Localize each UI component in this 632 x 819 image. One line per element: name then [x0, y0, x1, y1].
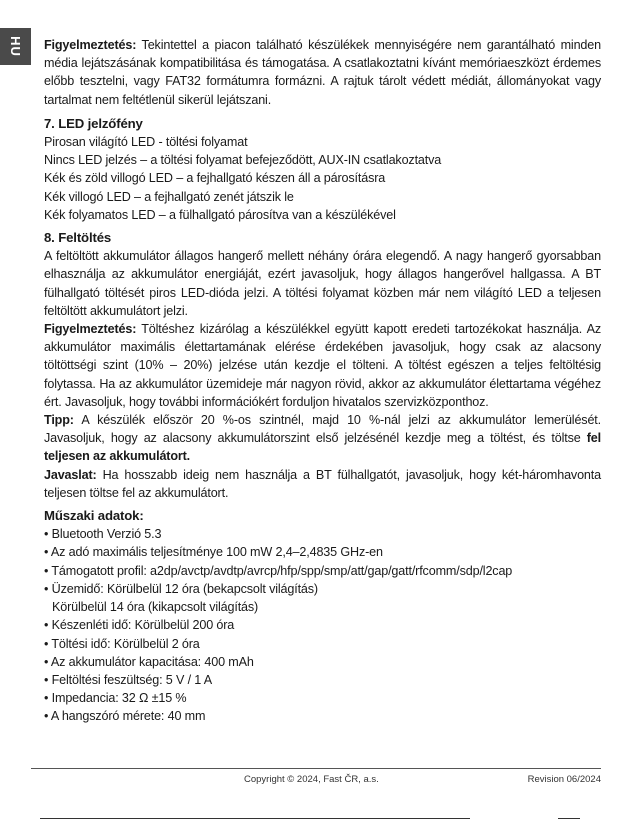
charging-warning-label: Figyelmeztetés:	[44, 322, 137, 337]
charging-intro: A feltöltött akkumulátor állagos hangerő mellett néhány órára elegendő. A nagy hangerő gyorsabban elhasználja az akkumulátor energiáját, ezért javasoljuk, hogy állagos hangerővel hallgassa. A BT fülhallgató töltését piros LED-dióda jelzi. A töltési folyamat közben már nem világító LED a teljesen feltöltött akkumulátort jelzi.	[44, 249, 601, 318]
bullet: •	[44, 691, 49, 706]
language-code: HU	[8, 36, 23, 57]
spec-item	[44, 562, 601, 580]
advice-label: Javaslat:	[44, 467, 97, 482]
footer-revision: Revision 06/2024	[527, 774, 601, 785]
warning-text: Tekintettel a piacon található készülékek mennyiségére nem garantálható minden média lejátszásának kompatibilitása és támogatása. A csatlakoztatni kívánt memóriaeszközt érdemes előbb tesztelni, vagy FAT32 formátumra formázni. A rajtuk tárolt védett médiát, állományokat vagy tartalmat nem feltétlenül sikerül lejátszani.	[44, 38, 601, 107]
bullet: •	[44, 636, 49, 651]
warning-label: Figyelmeztetés:	[44, 38, 137, 52]
tip-text: A készülék először 20 %-os szintnél, majd 10 %-nál jelzi az akkumulátor lemerülését. Javasoljuk, hogy az alacsony akkumulátorszint első jelzésénél kezdje meg a töltést, és töltse	[44, 413, 601, 446]
spec-item	[44, 671, 601, 689]
bullet: •	[44, 563, 49, 578]
spec-item	[44, 525, 601, 543]
bullet: •	[44, 709, 49, 724]
spec-text: Üzemidő: Körülbelül 12 óra (bekapcsolt világítás)	[51, 581, 318, 596]
tip-label: Tipp:	[44, 413, 74, 428]
spec-text: Feltöltési feszültség: 5 V / 1 A	[51, 672, 213, 687]
spec-item	[44, 707, 601, 725]
footer-copyright: Copyright © 2024, Fast ČR, a.s.	[244, 774, 379, 785]
led-line-5: Kék folyamatos LED – a fülhallgató párosítva van a készülékével	[44, 207, 396, 222]
bullet: •	[44, 618, 49, 633]
spec-text: Impedancia: 32 Ω ±15 %	[51, 691, 187, 706]
bullet: •	[44, 545, 49, 560]
led-line-2: Nincs LED jelzés – a töltési folyamat befejeződött, AUX-IN csatlakoztatva	[44, 153, 442, 168]
spec-item	[44, 616, 601, 634]
section-8-heading: 8. Feltöltés	[44, 230, 112, 246]
spec-text: Készenléti idő: Körülbelül 200 óra	[51, 618, 235, 633]
led-line-4: Kék villogó LED – a fejhallgató zenét játszik le	[44, 189, 294, 204]
advice-paragraph	[44, 466, 601, 502]
led-line-1: Pirosan világító LED - töltési folyamat	[44, 135, 248, 150]
spec-text: Az adó maximális teljesítménye 100 mW 2,4–2,4835 GHz-en	[50, 545, 383, 560]
bullet: •	[44, 654, 49, 669]
spec-text: Az akkumulátor kapacitása: 400 mAh	[50, 654, 254, 669]
language-tab	[0, 28, 31, 65]
page-content	[44, 36, 601, 726]
spec-item	[44, 689, 601, 707]
advice-text: Ha hosszabb ideig nem használja a BT fülhallgatót, javasoljuk, hogy két-háromhavonta teljesen töltse fel az akkumulátort.	[44, 467, 601, 500]
specs-heading: Műszaki adatok:	[44, 508, 144, 524]
footer-divider	[31, 768, 601, 769]
bullet: •	[44, 672, 49, 687]
spec-item	[44, 543, 601, 561]
bullet: •	[44, 581, 49, 596]
spec-item	[44, 653, 601, 671]
bullet: •	[44, 527, 49, 542]
tip-paragraph	[44, 411, 601, 466]
spec-text: A hangszóró mérete: 40 mm	[50, 709, 206, 724]
charging-warning-text: Töltéshez kizárólag a készülékkel együtt kapott eredeti tartozékokat használja. Az akkumulátor maximális élettartamának elérése érdekében javasoljuk, hogy csak az alacsony töltöttségi szint (10% – 20%) jelzése után kezdje el tölteni. A töltést egészen a teljes feltöltésig folytassa. Ha az akkumulátor üzemideje már nagyon rövid, akkor az akkumulátor élettartama végéhez ért. Javasoljuk, hogy további információkért forduljon hivatalos szervizközponthoz.	[44, 322, 601, 409]
warning-paragraph	[44, 36, 601, 109]
spec-item	[44, 635, 601, 653]
section-7-heading: 7. LED jelzőfény	[44, 115, 143, 131]
charging-warning	[44, 320, 601, 411]
spec-item-continuation: Körülbelül 14 óra (kikapcsolt világítás)	[52, 600, 259, 615]
spec-item	[44, 580, 601, 598]
spec-text: Támogatott profil: a2dp/avctp/avdtp/avrcp/hfp/spp/smp/att/gap/gatt/rfcomm/sdp/l2cap	[51, 563, 513, 578]
tip-bold-end: fel teljesen az akkumulátort.	[44, 431, 601, 464]
spec-text: Töltési idő: Körülbelül 2 óra	[51, 636, 200, 651]
spec-text: Bluetooth Verzió 5.3	[51, 527, 162, 542]
led-line-3: Kék és zöld villogó LED – a fejhallgató készen áll a párosításra	[44, 171, 386, 186]
